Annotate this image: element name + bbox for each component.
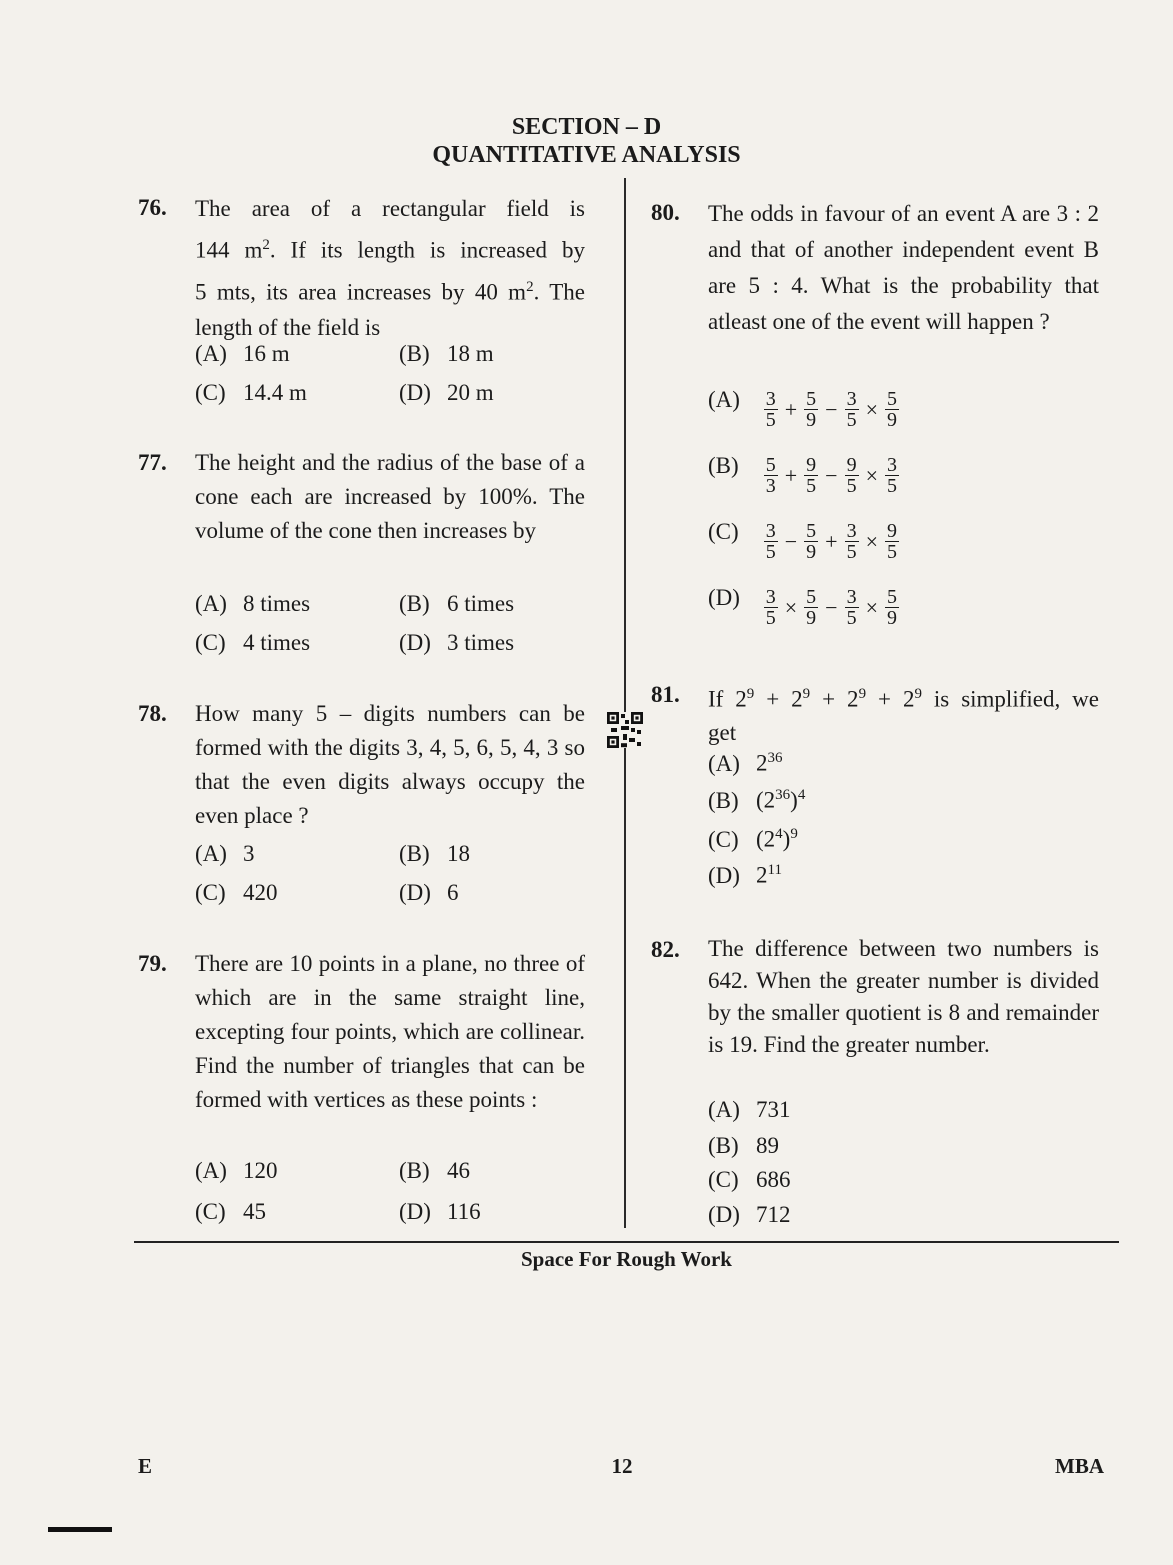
divider-line bbox=[134, 1241, 1119, 1243]
option-a[interactable]: (A) $\frac{3}{5}$ + $\frac{5}{9}$ − $\frac{3}{5}$ × $\frac{5}{9}$ bbox=[708, 386, 898, 431]
option-c[interactable]: (C) 686 bbox=[708, 1167, 791, 1192]
option-b[interactable]: (B) 89 bbox=[708, 1133, 779, 1158]
section-title: SECTION – D bbox=[511, 114, 662, 140]
option-c[interactable]: (C) 14.4 m bbox=[195, 380, 307, 405]
option-a[interactable]: (A) 120 bbox=[195, 1158, 278, 1183]
option-a[interactable]: (A) 731 bbox=[708, 1097, 791, 1122]
option-b[interactable]: (B) 18 m bbox=[399, 341, 494, 366]
option-d[interactable]: (D) $2^{11}$ bbox=[708, 862, 782, 888]
option-c[interactable]: (C) 4 times bbox=[195, 630, 311, 655]
footer-code: E bbox=[138, 1454, 153, 1478]
scan-mark bbox=[48, 1527, 112, 1532]
option-d[interactable]: (D) 3 times bbox=[399, 630, 515, 655]
question-text: The difference between two numbers is 642. When the greater number is divided by the smaller quotient is 8 and remainder is 19. Find the greater number. bbox=[708, 936, 1099, 1057]
option-d[interactable]: (D) 116 bbox=[399, 1199, 481, 1224]
question-76 bbox=[138, 191, 588, 341]
question-number: 80. bbox=[651, 200, 680, 225]
qr-code-icon bbox=[607, 711, 643, 749]
footer-subject: MBA bbox=[1055, 1454, 1104, 1478]
question-text: If $2^9 + 2^9 + 2^9 + 2^9$ is simplified, we get bbox=[708, 686, 1099, 745]
question-number: 82. bbox=[651, 937, 680, 962]
question-number: 78. bbox=[138, 701, 167, 726]
question-number: 77. bbox=[138, 450, 167, 475]
question-text: There are 10 points in a plane, no three of which are in the same straight line, excepting four points, which are collinear. Find the number of triangles that can be formed with vertices as these points : bbox=[195, 951, 585, 1112]
option-d[interactable]: (D) 712 bbox=[708, 1202, 791, 1227]
option-a[interactable]: (A) 3 bbox=[195, 841, 255, 866]
option-b[interactable]: (B) 18 bbox=[399, 841, 470, 866]
rough-work-label: Space For Rough Work bbox=[520, 1247, 732, 1271]
question-number: 76. bbox=[138, 195, 167, 220]
option-a[interactable]: (A) $2^{36}$ bbox=[708, 750, 783, 776]
option-c[interactable]: (C) $\frac{3}{5}$ − $\frac{5}{9}$ + $\frac{3}{5}$ × $\frac{9}{5}$ bbox=[708, 518, 898, 563]
option-a[interactable]: (A) 8 times bbox=[195, 591, 311, 616]
section-subtitle: QUANTITATIVE ANALYSIS bbox=[432, 142, 741, 168]
column-divider bbox=[624, 178, 626, 1228]
question-text: The odds in favour of an event A are 3 : 2 and that of another independent event B are 5 : 4. What is the probability that atleast one of the event will happen ? bbox=[708, 201, 1099, 334]
page-number: 12 bbox=[611, 1454, 633, 1478]
option-d[interactable]: (D) 20 m bbox=[399, 380, 494, 405]
option-d[interactable]: (D) 6 bbox=[399, 880, 459, 905]
option-b[interactable]: (B) 6 times bbox=[399, 591, 515, 616]
option-b[interactable]: (B) 46 bbox=[399, 1158, 470, 1183]
question-number: 81. bbox=[651, 682, 680, 707]
option-d[interactable]: (D) $\frac{3}{5}$ × $\frac{5}{9}$ − $\frac{3}{5}$ × $\frac{5}{9}$ bbox=[708, 584, 898, 629]
option-c[interactable]: (C) 420 bbox=[195, 880, 278, 905]
option-a[interactable]: (A) 16 m bbox=[195, 341, 290, 366]
option-c[interactable]: (C) $(2^4)^9$ bbox=[708, 826, 798, 852]
question-number: 79. bbox=[138, 951, 167, 976]
option-b[interactable]: (B) $\frac{5}{3}$ + $\frac{9}{5}$ − $\frac{9}{5}$ × $\frac{3}{5}$ bbox=[708, 452, 898, 497]
option-b[interactable]: (B) $(2^{36})^4$ bbox=[708, 787, 806, 813]
option-c[interactable]: (C) 45 bbox=[195, 1199, 266, 1224]
question-text: The height and the radius of the base of a cone each are increased by 100%. The volume of the cone then increases by bbox=[195, 450, 585, 543]
question-text: The area of a rectangular field is 144 $m^2$. If its length is increased by 5 mts, its area increases by 40 $m^2$. The length of the field is bbox=[195, 196, 586, 341]
question-text: How many 5 – digits numbers can be formed with the digits 3, 4, 5, 6, 5, 4, 3 so that the even digits always occupy the even place ? bbox=[195, 701, 585, 828]
